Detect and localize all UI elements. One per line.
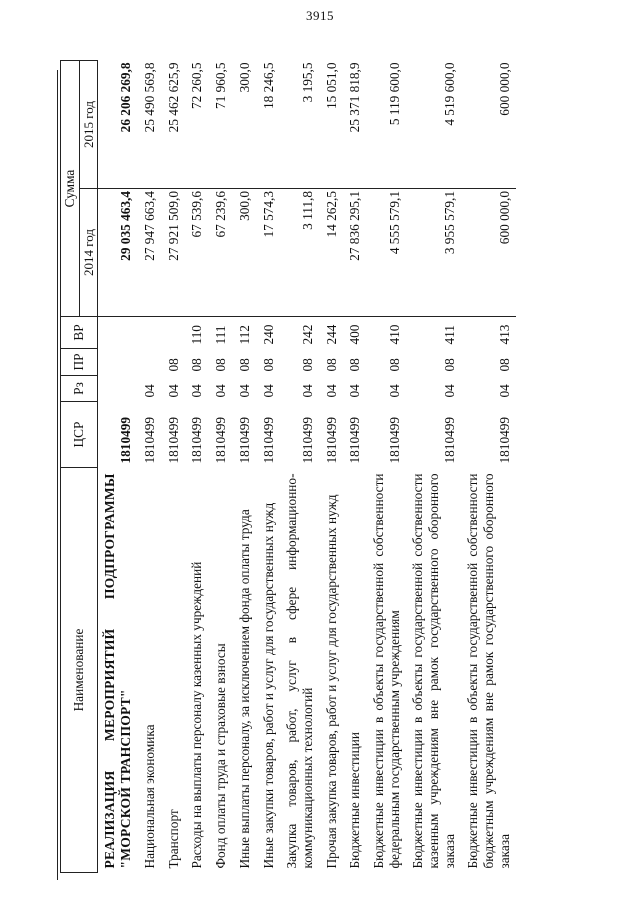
row-rz: 04 bbox=[213, 384, 229, 398]
table-bottom-rule bbox=[57, 70, 58, 880]
row-csr: 1810499 bbox=[236, 416, 252, 464]
header-year-2015: 2015 год bbox=[79, 61, 97, 189]
row-pr: 08 bbox=[165, 358, 181, 372]
row-vr bbox=[98, 317, 139, 349]
row-rz: 04 bbox=[441, 384, 457, 398]
header-sum: Сумма bbox=[61, 61, 80, 317]
row-rz: 04 bbox=[299, 384, 315, 398]
table-row bbox=[367, 61, 406, 873]
row-sum-2014: 3 111,8 bbox=[280, 189, 319, 317]
row-vr: 244 bbox=[323, 324, 339, 345]
row-sum-2015: 25 490 569,8 bbox=[138, 61, 162, 189]
table-body bbox=[98, 61, 517, 873]
row-pr: 08 bbox=[189, 358, 205, 372]
row-sum-2014: 3 955 579,1 bbox=[406, 189, 461, 317]
row-name: Национальная экономика bbox=[142, 724, 158, 869]
row-name: Расходы на выплаты персоналу казенных учреждений bbox=[189, 561, 205, 869]
row-rz: 04 bbox=[347, 384, 363, 398]
row-vr bbox=[138, 317, 162, 349]
row-sum-2014: 600 000,0 bbox=[461, 189, 516, 317]
table-row bbox=[280, 61, 319, 873]
row-vr: 411 bbox=[441, 325, 457, 345]
row-pr: 08 bbox=[323, 358, 339, 372]
budget-table bbox=[60, 60, 516, 873]
row-rz: 04 bbox=[236, 384, 252, 398]
header-year-2014: 2014 год bbox=[79, 189, 97, 317]
row-sum-2014: 4 555 579,1 bbox=[367, 189, 406, 317]
row-csr: 1810499 bbox=[142, 416, 158, 464]
row-name: Бюджетные инвестиции bbox=[347, 731, 363, 869]
row-sum-2014: 300,0 bbox=[233, 189, 257, 317]
row-vr: 242 bbox=[299, 324, 315, 345]
row-pr: 08 bbox=[299, 358, 315, 372]
table-row bbox=[461, 61, 516, 873]
table-row bbox=[233, 61, 257, 873]
row-name: Прочая закупка товаров, работ и услуг для государственных нужд bbox=[323, 494, 339, 869]
header-rz: Рз bbox=[61, 376, 98, 402]
row-rz: 04 bbox=[142, 384, 158, 398]
row-vr: 110 bbox=[189, 325, 205, 345]
table-row bbox=[98, 61, 139, 873]
row-sum-2014: 27 921 509,0 bbox=[162, 189, 186, 317]
header-pr: ПР bbox=[61, 349, 98, 376]
row-csr: 1810499 bbox=[323, 416, 339, 464]
row-sum-2015: 72 260,5 bbox=[185, 61, 209, 189]
table-row bbox=[138, 61, 162, 873]
row-name: Иные выплаты персоналу, за исключением фонда оплаты труда bbox=[236, 509, 252, 869]
row-vr: 400 bbox=[347, 324, 363, 345]
row-sum-2015: 5 119 600,0 bbox=[367, 61, 406, 189]
row-csr: 1810499 bbox=[386, 416, 402, 464]
row-vr: 112 bbox=[236, 325, 252, 345]
row-name: Бюджетные инвестиции в объекты государственной собственности бюджетным учреждениям вне рамок государственного оборонного заказа bbox=[465, 473, 512, 869]
row-csr: 1810499 bbox=[496, 416, 512, 464]
table-row bbox=[406, 61, 461, 873]
row-vr: 410 bbox=[386, 324, 402, 345]
table-row bbox=[209, 61, 233, 873]
row-name: Бюджетные инвестиции в объекты государственной собственности федеральным государственным учреждениям bbox=[370, 473, 402, 869]
row-csr: 1810499 bbox=[213, 416, 229, 464]
row-csr: 1810499 bbox=[260, 416, 276, 464]
row-pr: 08 bbox=[213, 358, 229, 372]
page-number: 3915 bbox=[306, 8, 334, 23]
row-pr bbox=[138, 349, 162, 376]
row-pr bbox=[98, 349, 139, 376]
row-sum-2015: 300,0 bbox=[233, 61, 257, 189]
row-sum-2015: 3 195,5 bbox=[280, 61, 319, 189]
row-name: Иные закупки товаров, работ и услуг для государственных нужд bbox=[260, 502, 276, 869]
row-rz: 04 bbox=[260, 384, 276, 398]
row-pr: 08 bbox=[347, 358, 363, 372]
budget-table-rotated bbox=[60, 61, 620, 873]
header-name: Наименование bbox=[61, 468, 98, 873]
row-vr: 111 bbox=[213, 325, 229, 345]
row-sum-2014: 27 947 663,4 bbox=[138, 189, 162, 317]
row-rz: 04 bbox=[496, 384, 512, 398]
row-sum-2014: 67 239,6 bbox=[209, 189, 233, 317]
row-sum-2015: 26 206 269,8 bbox=[98, 61, 139, 189]
row-sum-2014: 17 574,3 bbox=[257, 189, 281, 317]
row-csr: 1810499 bbox=[347, 416, 363, 464]
row-rz bbox=[98, 376, 139, 402]
row-pr: 08 bbox=[236, 358, 252, 372]
table-row bbox=[162, 61, 186, 873]
row-vr: 413 bbox=[496, 324, 512, 345]
row-sum-2014: 14 262,5 bbox=[320, 189, 344, 317]
row-rz: 04 bbox=[323, 384, 339, 398]
header-vr: ВР bbox=[61, 317, 98, 349]
row-sum-2015: 18 246,5 bbox=[257, 61, 281, 189]
row-sum-2015: 25 371 818,9 bbox=[343, 61, 367, 189]
row-sum-2015: 15 051,0 bbox=[320, 61, 344, 189]
row-sum-2015: 600 000,0 bbox=[461, 61, 516, 189]
table-row bbox=[320, 61, 344, 873]
table-row bbox=[185, 61, 209, 873]
row-sum-2014: 29 035 463,4 bbox=[98, 189, 139, 317]
row-csr: 1810499 bbox=[165, 416, 181, 464]
row-name: Бюджетные инвестиции в объекты государственной собственности казенным учреждениям вне рамок государственного оборонного заказа bbox=[410, 473, 457, 869]
row-sum-2014: 67 539,6 bbox=[185, 189, 209, 317]
row-rz: 04 bbox=[165, 384, 181, 398]
header-csr: ЦСР bbox=[61, 402, 98, 468]
row-csr: 1810499 bbox=[441, 416, 457, 464]
row-vr: 240 bbox=[260, 324, 276, 345]
row-rz: 04 bbox=[189, 384, 205, 398]
row-pr: 08 bbox=[386, 358, 402, 372]
row-csr: 1810499 bbox=[189, 416, 205, 464]
row-csr: 1810499 bbox=[299, 416, 315, 464]
row-vr bbox=[162, 317, 186, 349]
table-row bbox=[343, 61, 367, 873]
row-rz: 04 bbox=[386, 384, 402, 398]
row-name: РЕАЛИЗАЦИЯ МЕРОПРИЯТИЙ ПОДПРОГРАММЫ "МОРСКОЙ ТРАНСПОРТ" bbox=[102, 473, 134, 869]
row-name: Закупка товаров, работ, услуг в сфере информационно-коммуникационных технологий bbox=[284, 473, 315, 869]
row-pr: 08 bbox=[496, 358, 512, 372]
row-name: Транспорт bbox=[165, 809, 181, 869]
row-pr: 08 bbox=[260, 358, 276, 372]
row-sum-2015: 71 960,5 bbox=[209, 61, 233, 189]
row-sum-2015: 4 519 600,0 bbox=[406, 61, 461, 189]
row-csr: 1810499 bbox=[118, 416, 134, 464]
row-sum-2015: 25 462 625,9 bbox=[162, 61, 186, 189]
row-sum-2014: 27 836 295,1 bbox=[343, 189, 367, 317]
row-name: Фонд оплаты труда и страховые взносы bbox=[213, 643, 229, 869]
row-pr: 08 bbox=[441, 358, 457, 372]
table-header bbox=[61, 61, 98, 873]
table-row bbox=[257, 61, 281, 873]
